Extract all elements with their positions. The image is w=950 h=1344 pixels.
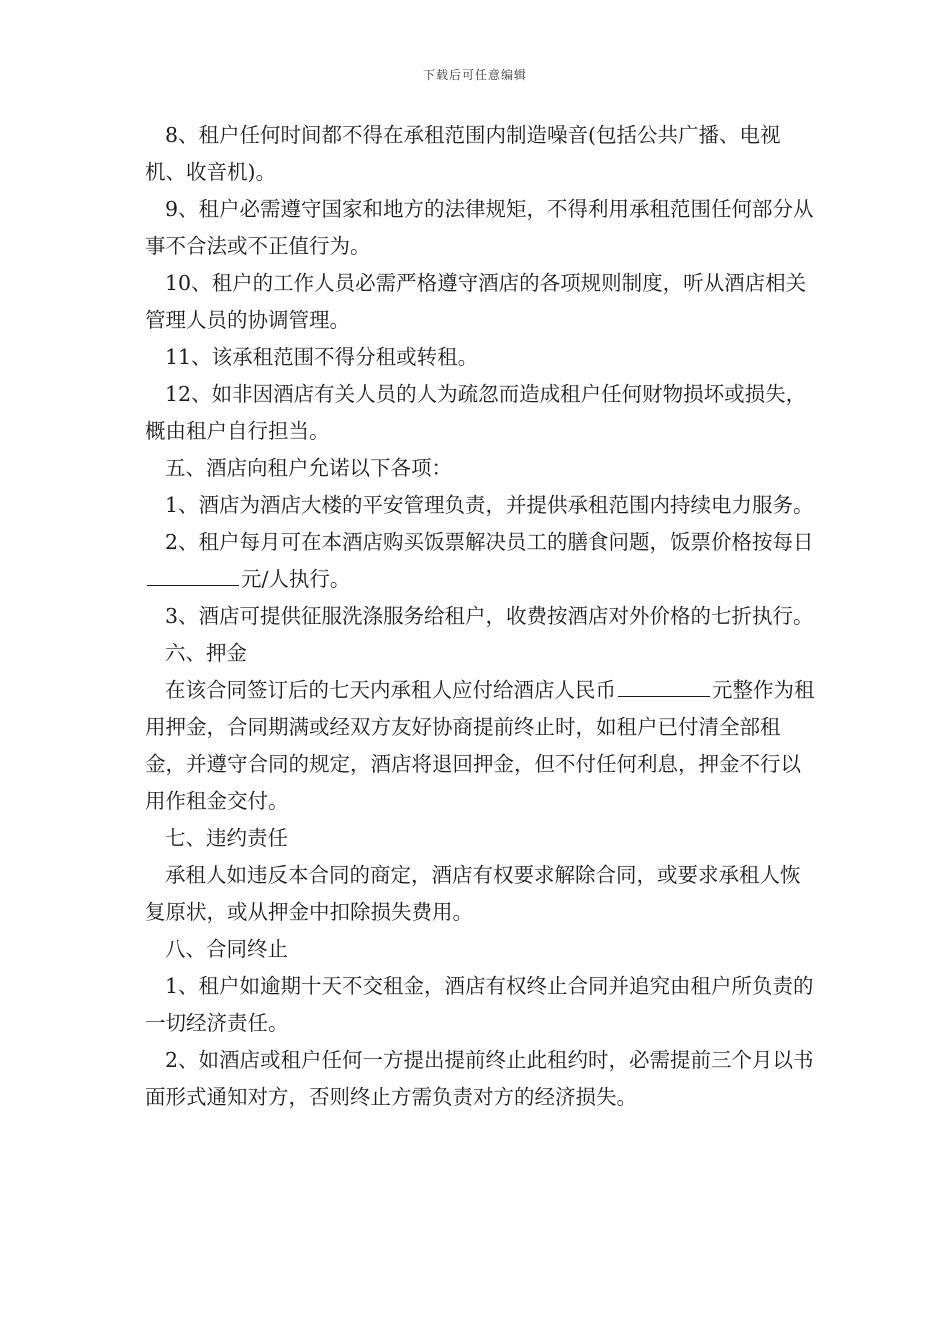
section5-item-2-after: 元/人执行。	[241, 567, 351, 591]
clause-12: 12、如非因酒店有关人员的人为疏忽而造成租户任何财物损坏或损失，概由租户自行担当。	[145, 382, 807, 443]
clause-10: 10、租户的工作人员必需严格遵守酒店的各项规则制度，听从酒店相关管理人员的协调管理。	[145, 271, 807, 332]
section5-item-2	[145, 524, 815, 598]
section-heading-7: 七、违约责任	[165, 826, 288, 850]
deposit-clause-before: 在该合同签订后的七天内承租人应付给酒店人民币	[165, 678, 616, 702]
contract-body	[145, 117, 815, 1116]
section5-item-3: 3、酒店可提供征服洗涤服务给租户，收费按酒店对外价格的七折执行。	[165, 604, 814, 628]
clause-9: 9、租户必需遵守国家和地方的法律规矩，不得利用承租范围任何部分从事不合法或不正值行为。	[145, 197, 814, 258]
breach-clause: 承租人如违反本合同的商定，酒店有权要求解除合同，或要求承租人恢复原状，或从押金中扣除损失费用。	[145, 863, 801, 924]
section5-item-2-before: 2、租户每月可在本酒店购买饭票解决员工的膳食问题，饭票价格按每日	[165, 530, 814, 554]
termination-item-1: 1、租户如逾期十天不交租金，酒店有权终止合同并追究由租户所负责的一切经济责任。	[145, 974, 814, 1035]
clause-8: 8、租户任何时间都不得在承租范围内制造噪音(包括公共广播、电视机、收音机)。	[145, 123, 781, 184]
page-header: 下载后可任意编辑	[422, 68, 527, 82]
section-heading-6: 六、押金	[165, 641, 247, 665]
section5-item-1: 1、酒店为酒店大楼的平安管理负责，并提供承租范围内持续电力服务。	[165, 493, 814, 517]
meal-price-blank[interactable]	[147, 567, 239, 586]
deposit-amount-blank[interactable]	[618, 678, 710, 697]
clause-11: 11、该承租范围不得分租或转租。	[165, 345, 479, 369]
termination-item-2: 2、如酒店或租户任何一方提出提前终止此租约时，必需提前三个月以书面形式通知对方，否则终止方需负责对方的经济损失。	[145, 1048, 814, 1109]
deposit-clause-after: 元整作为租用押金，合同期满或经双方友好协商提前终止时，如租户已付清全部租金，并遵守合同的规定，酒店将退回押金，但不付任何利息，押金不行以用作租金交付。	[145, 678, 815, 813]
deposit-clause	[145, 672, 815, 820]
section-heading-5: 五、酒店向租户允诺以下各项：	[165, 456, 452, 480]
section-heading-8: 八、合同终止	[165, 937, 288, 961]
